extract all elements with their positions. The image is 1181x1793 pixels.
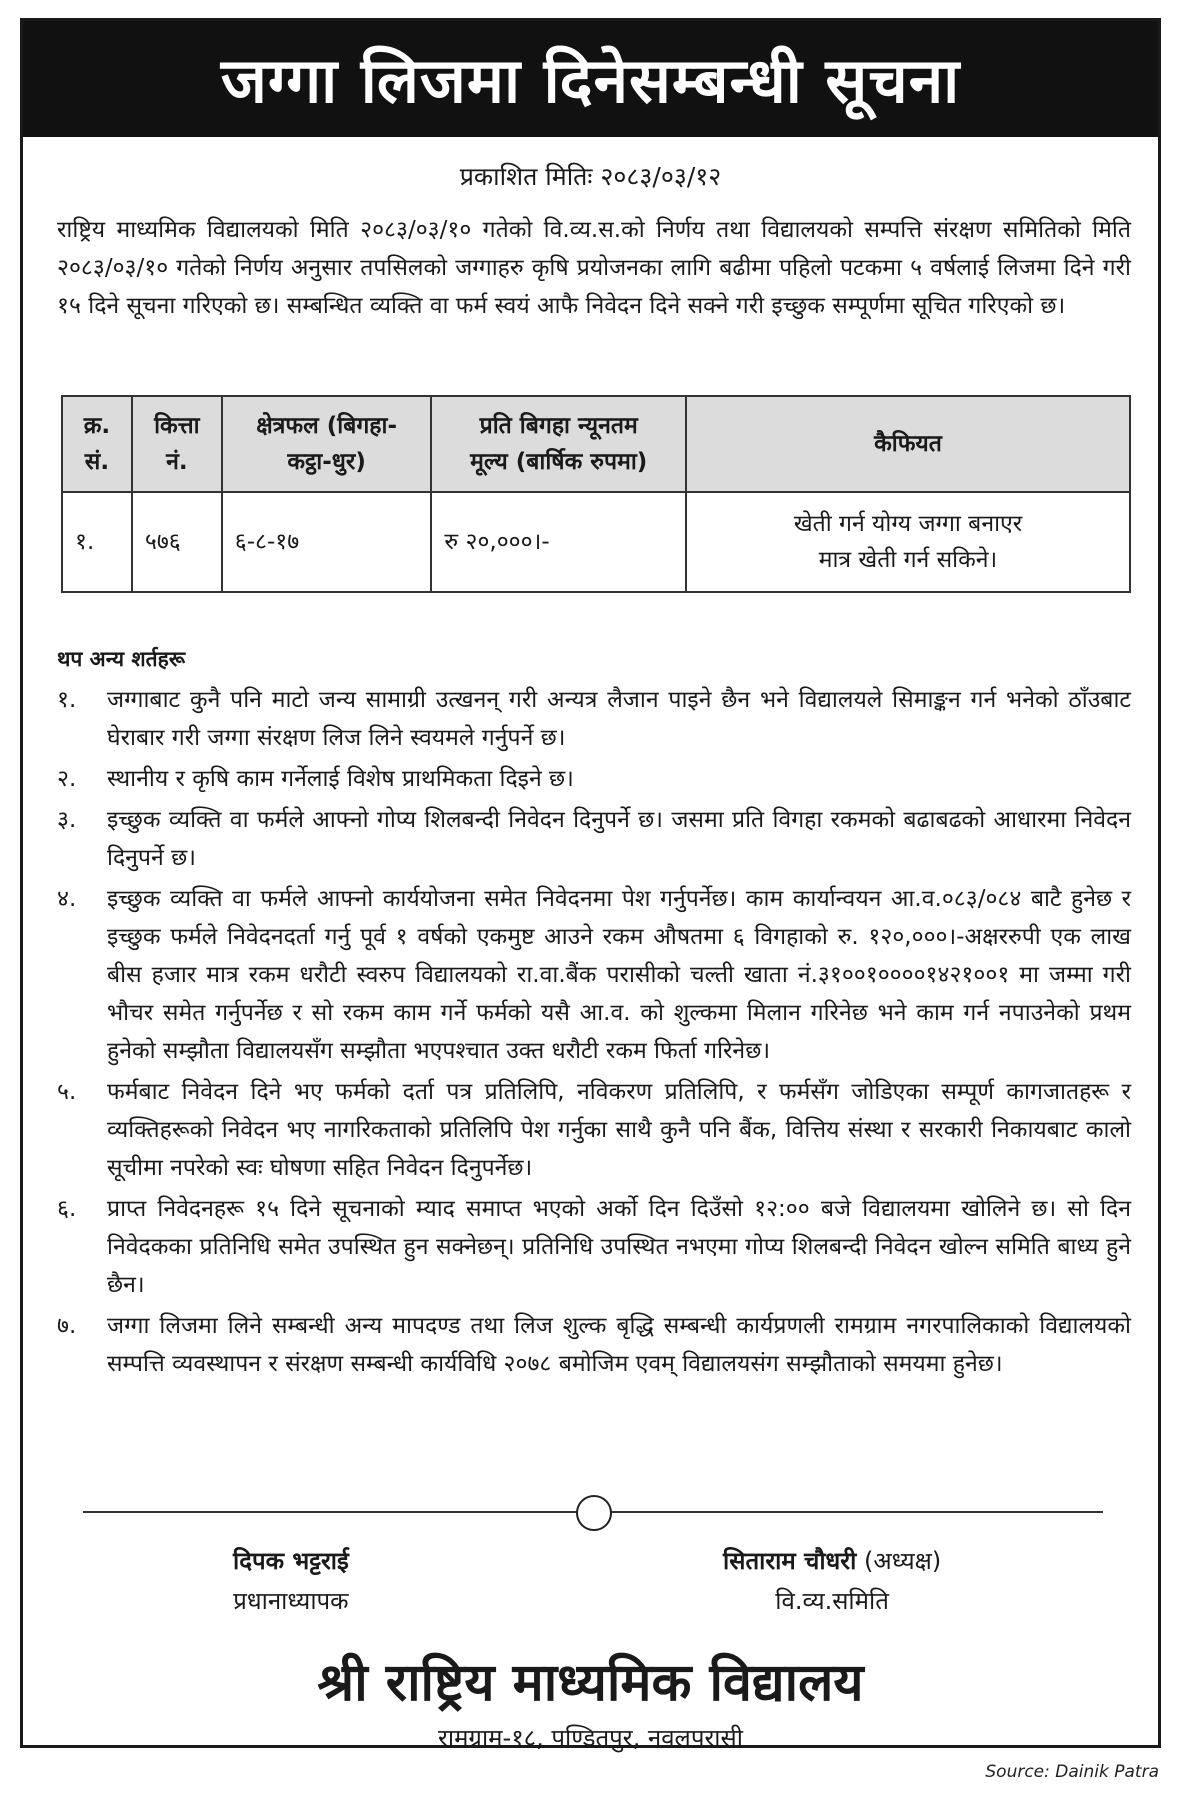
cell-serial: १. <box>62 492 132 592</box>
notice-header <box>23 21 1158 137</box>
list-item: ७. जग्गा लिजमा लिने सम्बन्धी अन्य मापदण्ड तथा लिज शुल्क बृद्धि सम्बन्धी कार्यप्रणली रामग्राम नगरपालिकाको विद्यालयको सम्पत्ति व्यवस्थापन र संरक्षण सम्बन्धी कार्यविधि २०७८ बमोजिम एवम् विद्यालयसंग सम्झौताको समयमा हुनेछ। <box>57 1313 1131 1377</box>
circle-ornament-icon <box>576 1495 612 1531</box>
cell-price: रु २०,०००।- <box>431 492 686 592</box>
header-kitta: कित्ता नं. <box>132 396 222 492</box>
school-address: रामग्राम-१८, पण्डितपुर, नवलपरासी <box>438 1724 743 1752</box>
signatory-role: (अध्यक्ष) <box>863 1547 942 1575</box>
list-item: २. स्थानीय र कृषि काम गर्नेलाई विशेष प्राथमिकता दिइने छ। <box>57 766 574 792</box>
signatory-title: वि.व्य.समिति <box>775 1587 889 1615</box>
header-price: प्रति बिगहा न्यूनतम मूल्य (बार्षिक रुपमा) <box>431 396 686 492</box>
list-item: ४. इच्छुक व्यक्ति वा फर्मले आफ्नो कार्ययोजना समेत निवेदनमा पेश गर्नुपर्नेछ। काम कार्यान्वयन आ.व.०८३/०८४ बाटै हुनेछ र इच्छुक फर्मले निवेदनदर्ता गर्नु पूर्व १ वर्षको एकमुष्ट आउने रकम औषतमा ६ विगहाको रु. १२०,०००।-अक्षररुपी एक लाख बीस हजार मात्र रकम धरौटी स्वरुप विद्यालयको रा.वा.बैंक परासीको चल्ती खाता नं.३१००१००००१४२१००१ मा जम्मा गरी भौचर समेत गर्नुपर्नेछ र सो रकम काम गर्ने फर्मको यसै आ.व. को शुल्कमा मिलान गरिनेछ भने काम गर्न नपाउनेको प्रथम हुनेको सम्झौता विद्यालयसँग सम्झौता भएपश्चात उक्त धरौटी रकम फिर्ता गरिनेछ। <box>57 886 1131 1064</box>
notice-title: जग्गा लिजमा दिनेसम्बन्धी सूचना <box>220 44 961 117</box>
signatory-chairman <box>723 1541 941 1621</box>
source-credit: Source: Dainik Patra <box>985 1762 1159 1782</box>
table-row <box>62 492 1130 592</box>
signatory-title: प्रधानाध्यापक <box>233 1587 349 1615</box>
cell-remarks: खेती गर्न योग्य जग्गा बनाएर मात्र खेती गर्न सकिने। <box>686 492 1130 592</box>
header-serial: क्र. सं. <box>62 396 132 492</box>
list-item: ५. फर्मबाट निवेदन दिने भए फर्मको दर्ता पत्र प्रतिलिपि, नविकरण प्रतिलिपि, र फर्मसँग जोडिएका सम्पूर्ण कागजातहरू र व्यक्तिहरूको निवेदन भए नागरिकताको प्रतिलिपि पेश गर्नुका साथै कुनै पनि बैंक, वित्तिय संस्था र सरकारी निकायबाट कालो सूचीमा नपरेको स्वः घोषणा सहित निवेदन दिनुपर्नेछ। <box>57 1079 1131 1181</box>
notice-frame <box>20 18 1161 1752</box>
conditions-title: थप अन्य शर्तहरू <box>57 647 186 671</box>
published-date: प्रकाशित मितिः २०८३/०३/१२ <box>459 162 722 191</box>
intro-paragraph: राष्ट्रिय माध्यमिक विद्यालयको मिति २०८३/०३/१० गतेको वि.व्य.स.को निर्णय तथा विद्यालयको सम्पत्ति संरक्षण समितिको मिति २०८३/०३/१० गतेको निर्णय अनुसार तपसिलको जग्गाहरु कृषि प्रयोजनका लागि बढीमा पहिलो पटकमा ५ वर्षलाई लिजमा दिने गरी १५ दिने सूचना गरिएको छ। सम्बन्धित व्यक्ति वा फर्म स्वयं आफै निवेदन दिने सक्ने गरी इच्छुक सम्पूर्णमा सूचित गरिएको छ। <box>57 217 1131 319</box>
table-header-row <box>62 396 1130 492</box>
school-name: श्री राष्ट्रिय माध्यमिक विद्यालय <box>317 1653 864 1713</box>
cell-area: ६-८-१७ <box>222 492 432 592</box>
conditions-list <box>57 681 1131 1386</box>
land-lease-table <box>61 395 1131 593</box>
signatory-headmaster <box>233 1541 349 1621</box>
header-area: क्षेत्रफल (बिगहा- कट्ठा-धुर) <box>222 396 432 492</box>
list-item: ३. इच्छुक व्यक्ति वा फर्मले आफ्नो गोप्य शिलबन्दी निवेदन दिनुपर्ने छ। जसमा प्रति विगहा रकमको बढाबढको आधारमा निवेदन दिनुपर्ने छ। <box>57 807 1131 871</box>
signatory-name: दिपक भट्टराई <box>233 1547 349 1575</box>
list-item: १. जग्गाबाट कुनै पनि माटो जन्य सामाग्री उत्खनन् गरी अन्यत्र लैजान पाइने छैन भने विद्यालयले सिमाङ्कन गर्न भनेको ठाँउबाट घेराबार गरी जग्गा संरक्षण लिज लिने स्वयमले गर्नुपर्ने छ। <box>57 687 1131 751</box>
list-item: ६. प्राप्त निवेदनहरू १५ दिने सूचनाको म्याद समाप्त भएको अर्को दिन दिउँसो १२:०० बजे विद्यालयमा खोलिने छ। सो दिन निवेदकका प्रतिनिधि समेत उपस्थित हुन सक्नेछन्। प्रतिनिधि उपस्थित नभएमा गोप्य शिलबन्दी निवेदन खोल्न समिति बाध्य हुने छैन। <box>57 1196 1131 1298</box>
header-remarks: कैफियत <box>686 396 1130 492</box>
signatory-name: सिताराम चौधरी <box>723 1547 857 1575</box>
cell-kitta: ५७६ <box>132 492 222 592</box>
